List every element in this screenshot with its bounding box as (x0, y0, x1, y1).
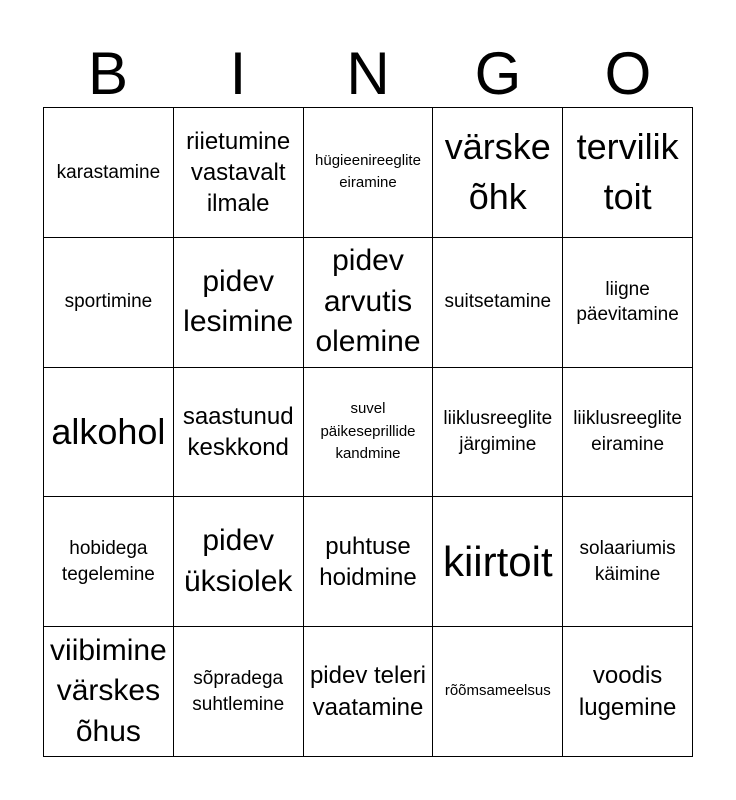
bingo-cell[interactable] (563, 627, 693, 757)
bingo-header (43, 40, 693, 108)
cell-text: sõpradega suhtlemine (192, 667, 285, 715)
header-letter-o: O (604, 40, 652, 107)
cell-text: tervilik toit (576, 126, 679, 218)
bingo-cell[interactable] (563, 368, 693, 498)
cell-text: suvel päikeseprillide kandmine (320, 400, 416, 463)
cell-text: solaariumis käimine (579, 538, 676, 585)
bingo-cell[interactable] (174, 238, 304, 368)
bingo-cell[interactable] (304, 108, 434, 238)
cell-text: rõõmsameelsus (444, 682, 551, 700)
bingo-cell[interactable] (563, 497, 693, 627)
bingo-cell[interactable] (433, 108, 563, 238)
bingo-cell[interactable] (304, 627, 434, 757)
bingo-cell[interactable] (433, 627, 563, 757)
cell-text: hobidega tegelemine (61, 538, 155, 585)
bingo-cell[interactable] (44, 497, 174, 627)
bingo-cell[interactable] (433, 238, 563, 368)
bingo-cell[interactable] (304, 497, 434, 627)
cell-text: riietumine vastavalt ilmale (186, 127, 291, 217)
bingo-cell[interactable] (44, 368, 174, 498)
cell-text: hügieenireeglite eiramine (315, 151, 421, 192)
cell-text: liiklusreeglite eiramine (573, 408, 682, 455)
cell-text: alkohol (51, 410, 166, 452)
cell-text: pidev lesimine (183, 264, 294, 339)
bingo-cell[interactable] (174, 627, 304, 757)
bingo-cell[interactable] (563, 238, 693, 368)
bingo-cell[interactable] (44, 238, 174, 368)
bingo-cell[interactable] (304, 368, 434, 498)
cell-text: pidev teleri vaatamine (309, 662, 427, 721)
cell-text: karastamine (56, 161, 161, 183)
cell-text: kiirtoit (442, 537, 553, 585)
bingo-cell[interactable] (174, 497, 304, 627)
bingo-cell[interactable] (563, 108, 693, 238)
cell-text: sportimine (64, 291, 153, 313)
cell-text: värske õhk (444, 126, 551, 218)
cell-text: pidev üksiolek (184, 524, 293, 598)
header-letter-n: N (346, 40, 390, 107)
cell-text: saastunud keskkond (182, 402, 294, 461)
bingo-card-grid (43, 107, 693, 757)
cell-text: puhtuse hoidmine (319, 532, 417, 591)
cell-text: voodis lugemine (578, 662, 677, 721)
header-letter-g: G (474, 40, 522, 107)
cell-text: suitsetamine (444, 291, 552, 313)
bingo-cell[interactable] (304, 238, 434, 368)
bingo-cell[interactable] (174, 368, 304, 498)
cell-text: liiklusreeglite järgimine (443, 408, 553, 455)
bingo-cell[interactable] (433, 497, 563, 627)
bingo-cell[interactable] (44, 627, 174, 757)
bingo-cell[interactable] (433, 368, 563, 498)
header-letter-i: I (229, 40, 247, 107)
cell-text: viibimine värskes õhus (50, 633, 167, 748)
bingo-cell[interactable] (44, 108, 174, 238)
header-letter-b: B (87, 40, 129, 107)
bingo-cell[interactable] (174, 108, 304, 238)
cell-text: pidev arvutis olemine (315, 244, 421, 359)
cell-text: liigne päevitamine (576, 278, 679, 326)
